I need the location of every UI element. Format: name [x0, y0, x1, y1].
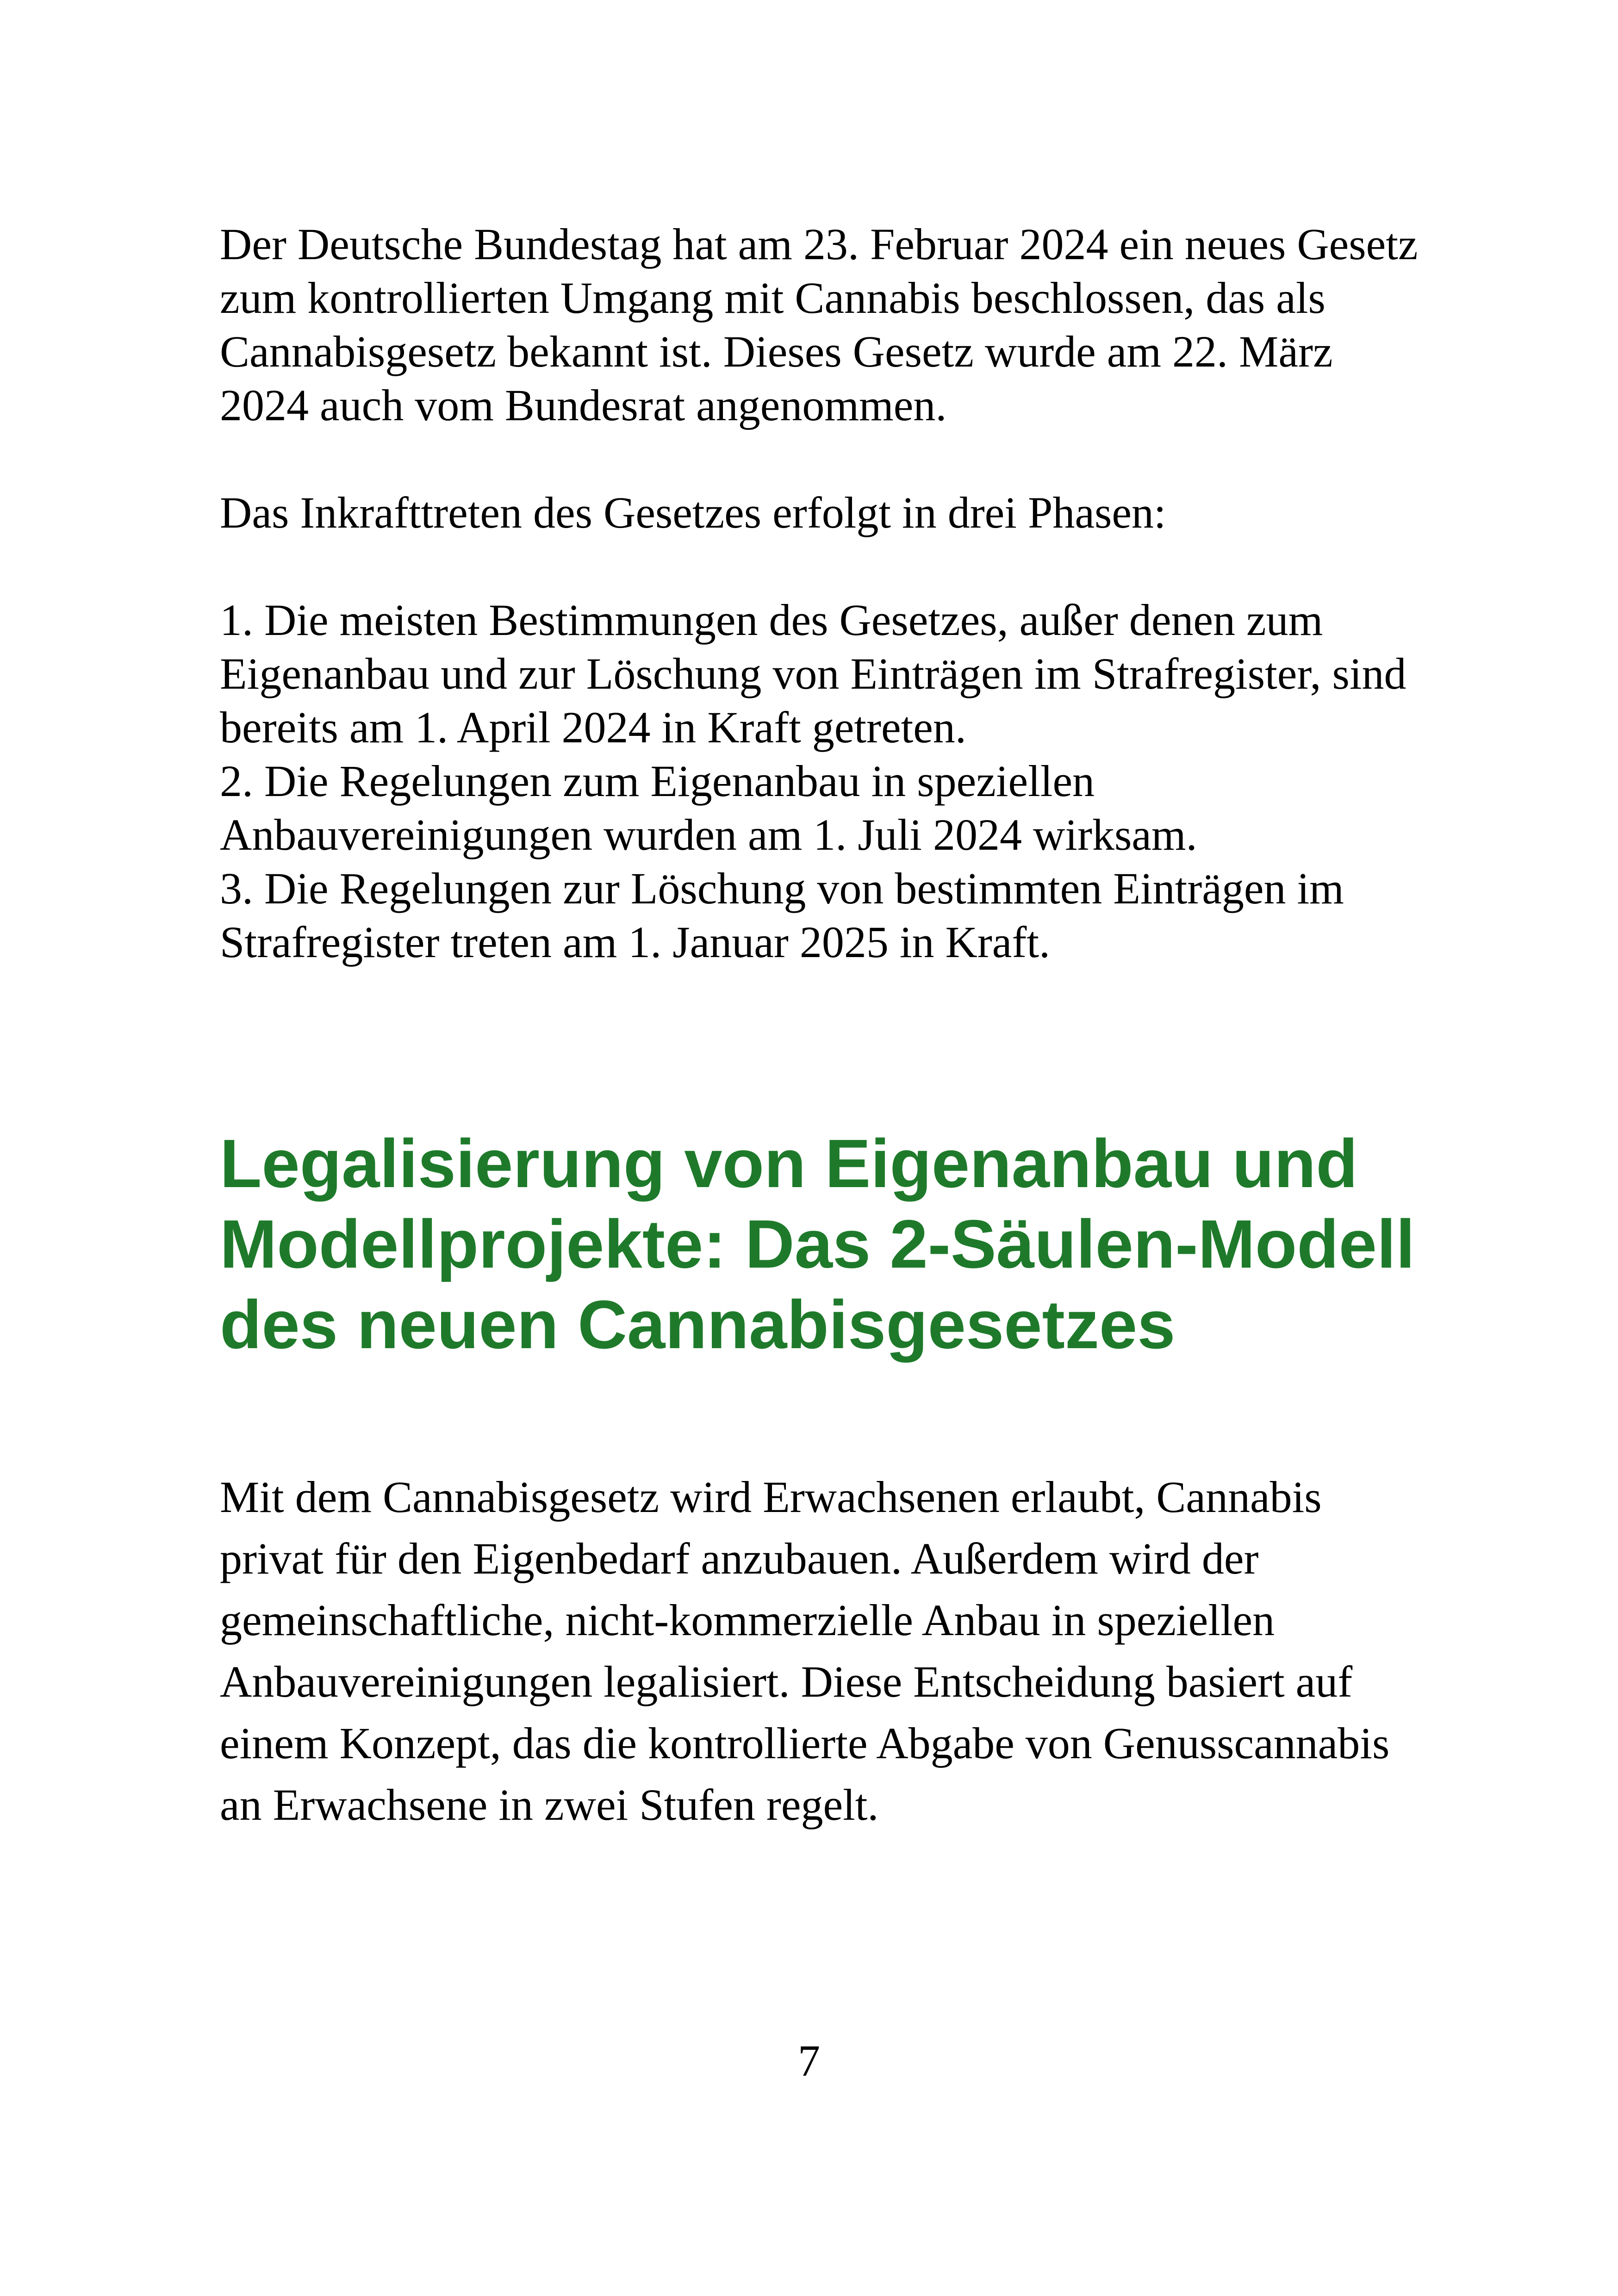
- phase-item-3: 3. Die Regelungen zur Löschung von bestimmten Einträgen im Strafregister treten am 1. Januar 2025 in Kraft.: [220, 864, 1344, 967]
- page-number: 7: [798, 2036, 820, 2085]
- section-body: Mit dem Cannabisgesetz wird Erwachsenen erlaubt, Cannabis privat für den Eigenbedarf anzubauen. Außerdem wird der gemeinschaftliche, nicht-kommerzielle Anbau in speziellen Anbauvereinigungen legalisiert. Diese Entscheidung basiert auf einem Konzept, das die kontrollierte Abgabe von Genusscannabis an Erwachsene in zwei Stufen regelt.: [220, 1472, 1390, 1829]
- intro-paragraph: Der Deutsche Bundestag hat am 23. Februar 2024 ein neues Gesetz zum kontrollierten Umgang mit Cannabis beschlossen, das als Cannabisgesetz bekannt ist. Dieses Gesetz wurde am 22. März 2024 auch vom Bundesrat angenommen.: [220, 219, 1418, 430]
- paragraph-spacer: [220, 540, 1423, 593]
- phase-item-2: 2. Die Regelungen zum Eigenanbau in speziellen Anbauvereinigungen wurden am 1. Juli 2024 wirksam.: [220, 756, 1197, 859]
- phase-item-1: 1. Die meisten Bestimmungen des Gesetzes, außer denen zum Eigenanbau und zur Löschung von Einträgen im Strafregister, sind bereits am 1. April 2024 in Kraft getreten.: [220, 595, 1406, 752]
- section-heading: Legalisierung von Eigenanbau und Modellprojekte: Das 2-Säulen-Modell des neuen Cannabisgesetzes: [220, 1126, 1415, 1363]
- phases-intro: Das Inkrafttreten des Gesetzes erfolgt in drei Phasen:: [220, 488, 1166, 537]
- intro-block: [220, 218, 1423, 969]
- paragraph-spacer: [220, 432, 1423, 486]
